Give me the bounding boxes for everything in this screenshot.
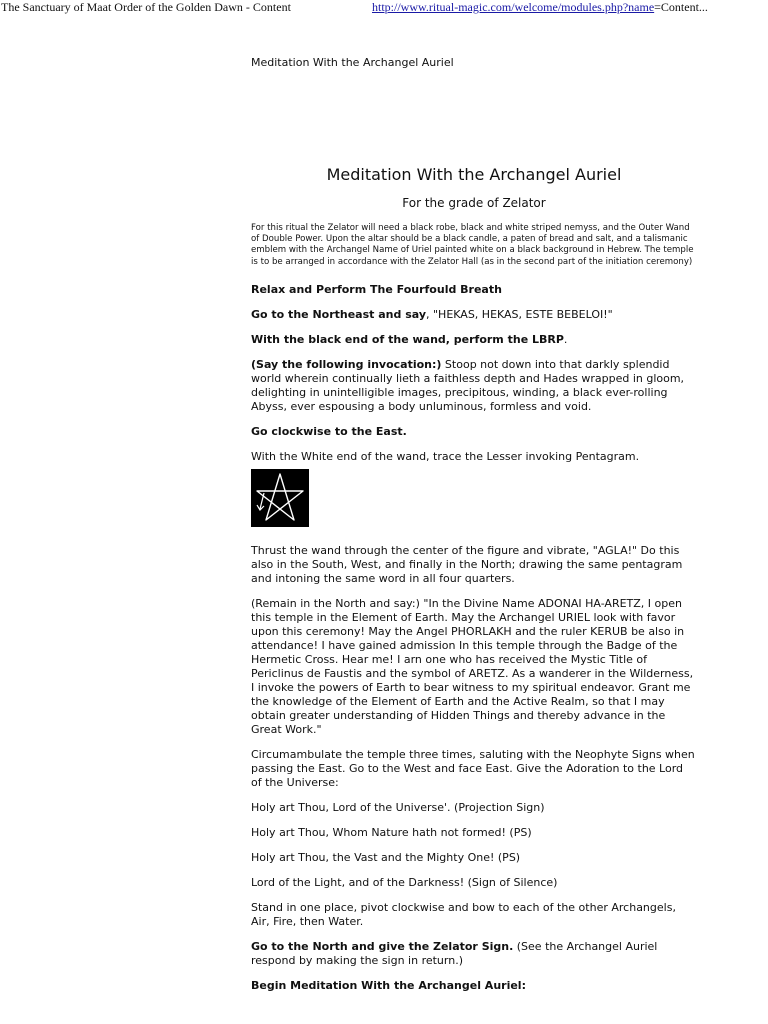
page-url-rest: =Content... xyxy=(654,0,708,14)
step-northeast-text: , "HEKAS, HEKAS, ESTE BEBELOI!" xyxy=(426,307,613,321)
adoration-line-2: Holy art Thou, Whom Nature hath not formed! (PS) xyxy=(251,825,532,839)
article-title: Meditation With the Archangel Auriel xyxy=(326,165,622,184)
step-white-end: With the White end of the wand, trace the Lesser invoking Pentagram. xyxy=(251,449,640,463)
step-invocation-bold: (Say the following invocation:) xyxy=(251,357,442,371)
article-content xyxy=(251,56,697,1004)
step-clockwise-bold: Go clockwise to the East. xyxy=(251,424,407,438)
step-northeast xyxy=(251,308,697,322)
step-north-text: (See the Archangel Auriel respond by making the sign in return.) xyxy=(251,939,658,967)
step-lbrp-end: . xyxy=(563,332,568,346)
step-north xyxy=(251,940,697,968)
breadcrumb: Meditation With the Archangel Auriel xyxy=(251,56,454,69)
step-circumambulate: Circumambulate the temple three times, saluting with the Neophyte Signs when passing the East. Go to the West and face East. Give the Adoration to the Lord of the Universe: xyxy=(251,747,695,789)
step-invocation-text: Stoop not down into that darkly splendid world wherein continually lieth a faithless depth and Hades wrapped in gloom, delighting in unintelligible images, precipitous, winding, a black ever-rolling Abyss, ever espousing a body unluminous, formless and void. xyxy=(251,357,685,413)
step-begin-bold: Begin Meditation With the Archangel Auriel: xyxy=(251,978,526,992)
page-url-link[interactable]: http://www.ritual-magic.com/welcome/modules.php?name xyxy=(372,0,655,14)
step-invocation xyxy=(251,358,697,414)
intro-paragraph: For this ritual the Zelator will need a black robe, black and white striped nemyss, and the Outer Wand of Double Power. Upon the altar should be a black candle, a paten of bread and salt, and a talismanic emblem with the Archangel Name of Uriel painted white on a black background in Hebrew. The temple is to be arranged in accordance with the Zelator Hall (as in the second part of the initiation ceremony) xyxy=(251,223,694,267)
step-north-bold: Go to the North and give the Zelator Sign. xyxy=(251,939,514,953)
step-begin xyxy=(251,979,697,993)
adoration-line-3: Holy art Thou, the Vast and the Mighty One! (PS) xyxy=(251,850,521,864)
step-lbrp xyxy=(251,333,697,347)
step-relax-bold: Relax and Perform The Fourfould Breath xyxy=(251,282,502,296)
step-relax xyxy=(251,283,697,297)
page-header-url xyxy=(372,0,766,15)
step-northeast-bold: Go to the Northeast and say xyxy=(251,307,426,321)
adoration-line-1: Holy art Thou, Lord of the Universe'. (Projection Sign) xyxy=(251,800,545,814)
step-remain: (Remain in the North and say:) "In the Divine Name ADONAI HA-ARETZ, I open this temple in the Element of Earth. May the Archangel URIEL look with favor upon this ceremony! May the Angel PHORLAKH and the ruler KERUB be also in attendance! I have gained admission In this temple through the Badge of the Hermetic Cross. Hear me! I arn one who has received the Mystic Title of Periclinus de Faustis and the symbol of ARETZ. As a wanderer in the Wilderness, I invoke the powers of Earth to bear witness to my spiritual endeavor. Grant me the knowledge of the Element of Earth and the Active Realm, so that I may obtain greater understanding of Hidden Things and thereby advance in the Great Work." xyxy=(251,596,694,736)
page-header-title: The Sanctuary of Maat Order of the Golden Dawn - Content xyxy=(1,0,291,14)
step-lbrp-bold: With the black end of the wand, perform the LBRP xyxy=(251,332,564,346)
pentagram-icon xyxy=(251,469,309,527)
step-thrust: Thrust the wand through the center of the figure and vibrate, "AGLA!" Do this also in the South, West, and finally in the North; drawing the same pentagram and intoning the same word in all four quarters. xyxy=(251,543,683,585)
print-header xyxy=(0,0,768,16)
adoration-line-4: Lord of the Light, and of the Darkness! (Sign of Silence) xyxy=(251,875,558,889)
step-clockwise xyxy=(251,425,697,439)
step-stand: Stand in one place, pivot clockwise and bow to each of the other Archangels, Air, Fire, then Water. xyxy=(251,900,676,928)
article-subtitle: For the grade of Zelator xyxy=(402,196,546,210)
